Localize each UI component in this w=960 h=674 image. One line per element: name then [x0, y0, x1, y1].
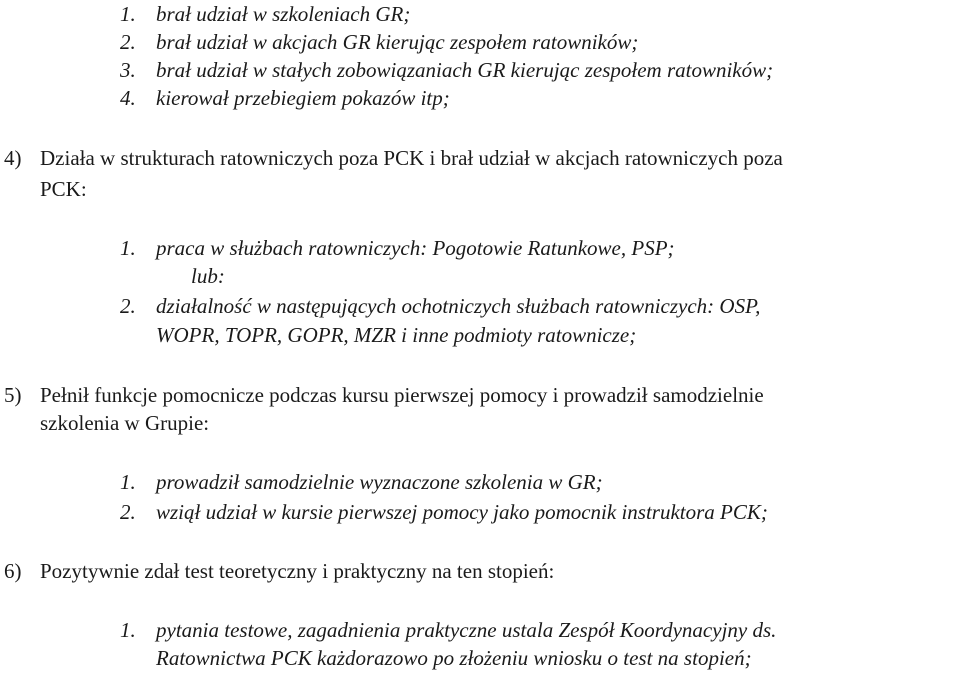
section-5-item-2 [120, 500, 768, 524]
list-a-item-1-text: brał udział w szkoleniach GR; [156, 2, 411, 26]
list-a-item-3-text: brał udział w stałych zobowiązaniach GR kierując zespołem ratowników; [156, 58, 774, 82]
section-6-item-1 [120, 618, 776, 642]
list-a-item-3-number: 3. [120, 58, 136, 82]
section-5-number: 5) [4, 383, 22, 407]
section-5-item-1-number: 1. [120, 470, 136, 494]
section-5-item-2-number: 2. [120, 500, 136, 524]
section-4-item-2-line-2: WOPR, TOPR, GOPR, MZR i inne podmioty ratownicze; [156, 323, 637, 347]
section-4-item-2-number: 2. [120, 294, 136, 318]
section-5-item-1-text: prowadził samodzielnie wyznaczone szkolenia w GR; [156, 470, 603, 494]
section-6-item-1-text: pytania testowe, zagadnienia praktyczne ustala Zespół Koordynacyjny ds. [156, 618, 777, 642]
section-4-item-1-text: praca w służbach ratowniczych: Pogotowie Ratunkowe, PSP; [156, 236, 675, 260]
section-6-item-1-number: 1. [120, 618, 136, 642]
list-a-item-4-text: kierował przebiegiem pokazów itp; [156, 86, 450, 110]
list-a-item-2-text: brał udział w akcjach GR kierując zespołem ratowników; [156, 30, 639, 54]
section-6-item-1-line-2: Ratownictwa PCK każdorazowo po złożeniu wniosku o test na stopień; [156, 646, 752, 670]
section-6-heading [4, 559, 554, 583]
list-a-item-2 [120, 30, 638, 54]
list-a-item-4 [120, 86, 450, 110]
section-4-item-2-text: działalność w następujących ochotniczych służbach ratowniczych: OSP, [156, 294, 761, 318]
list-a-item-1-number: 1. [120, 2, 136, 26]
section-6-line-1: Pozytywnie zdał test teoretyczny i praktyczny na ten stopień: [40, 559, 555, 583]
section-5-heading [4, 383, 764, 407]
section-4-item-1 [120, 236, 675, 260]
section-4-line-2: PCK: [40, 177, 87, 201]
section-4-item-2 [120, 294, 760, 318]
section-5-item-2-text: wziął udział w kursie pierwszej pomocy jako pomocnik instruktora PCK; [156, 500, 768, 524]
list-a-item-3 [120, 58, 773, 82]
section-5-line-2: szkolenia w Grupie: [40, 411, 210, 435]
section-5-item-1 [120, 470, 603, 494]
section-5-line-1: Pełnił funkcje pomocnicze podczas kursu pierwszej pomocy i prowadził samodzielnie [40, 383, 764, 407]
list-a-item-1 [120, 2, 410, 26]
section-4-or-label: lub: [191, 264, 225, 288]
section-4-heading [4, 146, 783, 170]
section-6-number: 6) [4, 559, 22, 583]
list-a-item-2-number: 2. [120, 30, 136, 54]
section-4-item-1-number: 1. [120, 236, 136, 260]
section-4-number: 4) [4, 146, 22, 170]
section-4-line-1: Działa w strukturach ratowniczych poza PCK i brał udział w akcjach ratowniczych poza [40, 146, 783, 170]
list-a-item-4-number: 4. [120, 86, 136, 110]
